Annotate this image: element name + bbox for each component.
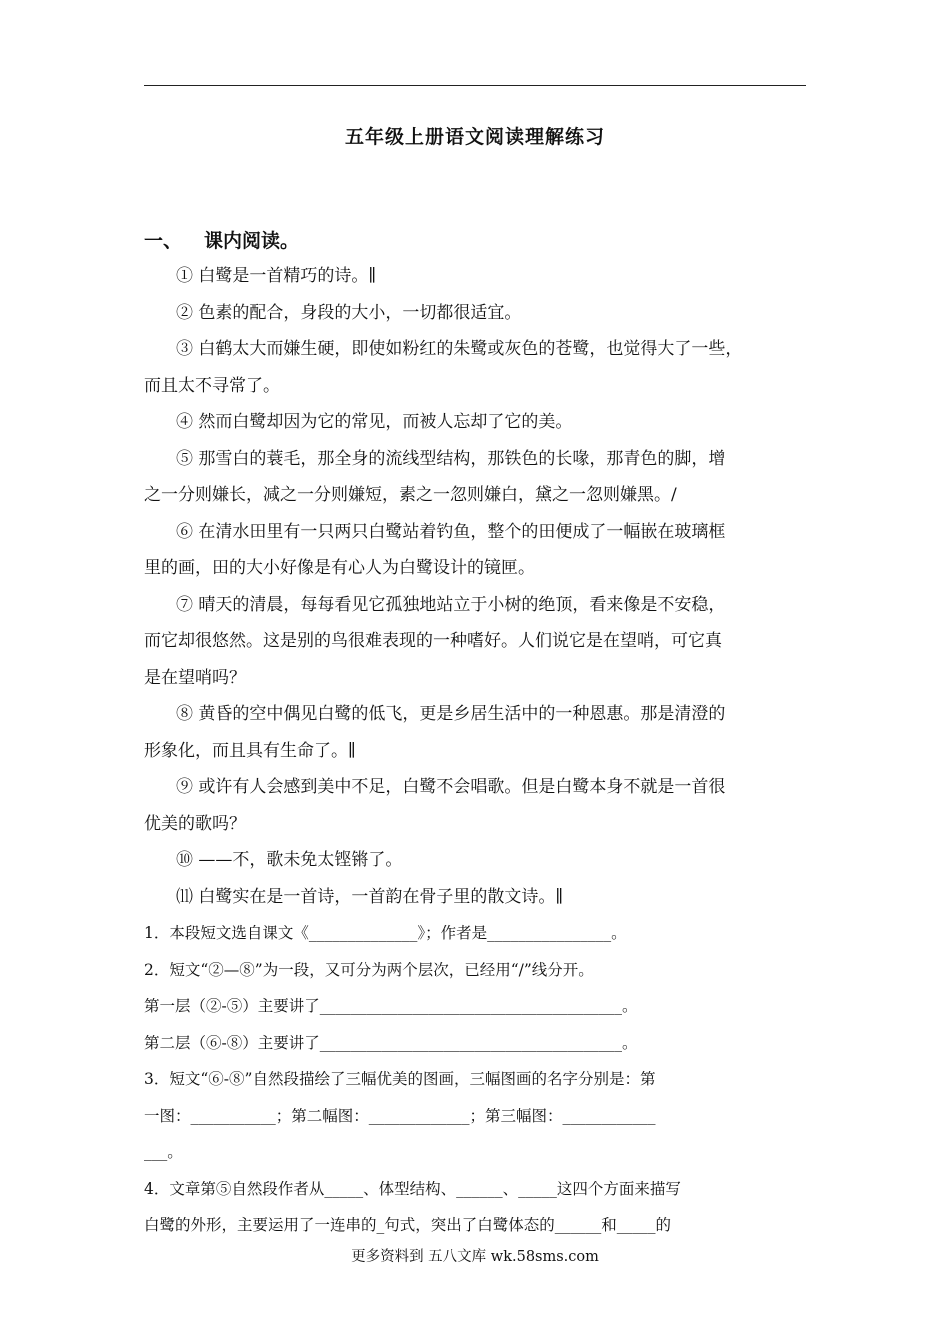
- passage-line: 而它却很悠然。这是别的鸟很难表现的一种嗜好。人们说它是在望哨，可它真: [144, 631, 722, 651]
- section-title: 课内阅读。: [204, 230, 300, 252]
- question-line: 一图：___________；第二幅图：_____________；第三幅图：____________: [144, 1106, 656, 1125]
- passage-line: ① 白鹭是一首精巧的诗。∥: [176, 266, 377, 286]
- question-line: ___。: [144, 1143, 183, 1161]
- passage-line: 之一分则嫌长，减之一分则嫌短，素之一忽则嫌白，黛之一忽则嫌黑。/: [144, 485, 677, 505]
- section-number: 一、: [144, 230, 183, 252]
- reading-passage: [144, 258, 806, 1244]
- passage-line: 而且太不寻常了。: [144, 375, 280, 396]
- passage-line: ⑧ 黄昏的空中偶见白鹭的低飞，更是乡居生活中的一种恩惠。那是清澄的: [176, 704, 726, 724]
- passage-line: ② 色素的配合，身段的大小，一切都很适宜。: [176, 302, 522, 323]
- passage-line: ⑥ 在清水田里有一只两只白鹭站着钓鱼，整个的田便成了一幅嵌在玻璃框: [176, 521, 726, 542]
- header-rule: [144, 85, 806, 86]
- question-line: 第二层（⑥-⑧）主要讲了_______________________________________。: [144, 1033, 638, 1052]
- passage-line: ④ 然而白鹭却因为它的常见，而被人忘却了它的美。: [176, 412, 573, 432]
- footer-text: 更多资料到 五八文库 wk.58sms.com: [351, 1249, 599, 1265]
- question-line: 2．短文“②—⑧”为一段，又可分为两个层次，已经用“/”线分开。: [144, 960, 594, 979]
- passage-line: ⑨ 或许有人会感到美中不足，白鹭不会唱歌。但是白鹭本身不就是一首很: [176, 777, 726, 797]
- passage-line: ⑤ 那雪白的蓑毛，那全身的流线型结构，那铁色的长喙，那青色的脚，增: [176, 448, 726, 469]
- question-line: 4．文章第⑤自然段作者从_____、体型结构、______、_____这四个方面来描写: [144, 1179, 681, 1198]
- passage-line: 里的画，田的大小好像是有心人为白鹭设计的镜匣。: [144, 558, 535, 578]
- passage-line: ⑾ 白鹭实在是一首诗，一首韵在骨子里的散文诗。∥: [176, 886, 564, 907]
- question-line: 第一层（②-⑤）主要讲了_______________________________________。: [144, 997, 638, 1015]
- question-line: 3．短文“⑥-⑧”自然段描绘了三幅优美的图画，三幅图画的名字分别是：第: [144, 1070, 656, 1088]
- passage-line: 形象化，而且具有生命了。∥: [144, 740, 356, 761]
- page-title: 五年级上册语文阅读理解练习: [344, 126, 605, 148]
- passage-line: 是在望哨吗？: [144, 667, 246, 688]
- passage-line: ③ 白鹤太大而嫌生硬，即使如粉红的朱鹭或灰色的苍鹭，也觉得大了一些，: [176, 339, 743, 359]
- passage-line: 优美的歌吗？: [144, 813, 246, 834]
- section-heading: [144, 226, 299, 253]
- question-line: 1．本段短文选自课文《______________》；作者是________________。: [144, 924, 627, 942]
- passage-line: ⑩ ——不，歌未免太铿锵了。: [176, 850, 403, 870]
- question-line: 白鹭的外形，主要运用了一连串的_句式，突出了白鹭体态的______和_____的: [144, 1216, 672, 1234]
- passage-line: ⑦ 晴天的清晨，每每看见它孤独地站立于小树的绝顶，看来像是不安稳，: [176, 594, 726, 615]
